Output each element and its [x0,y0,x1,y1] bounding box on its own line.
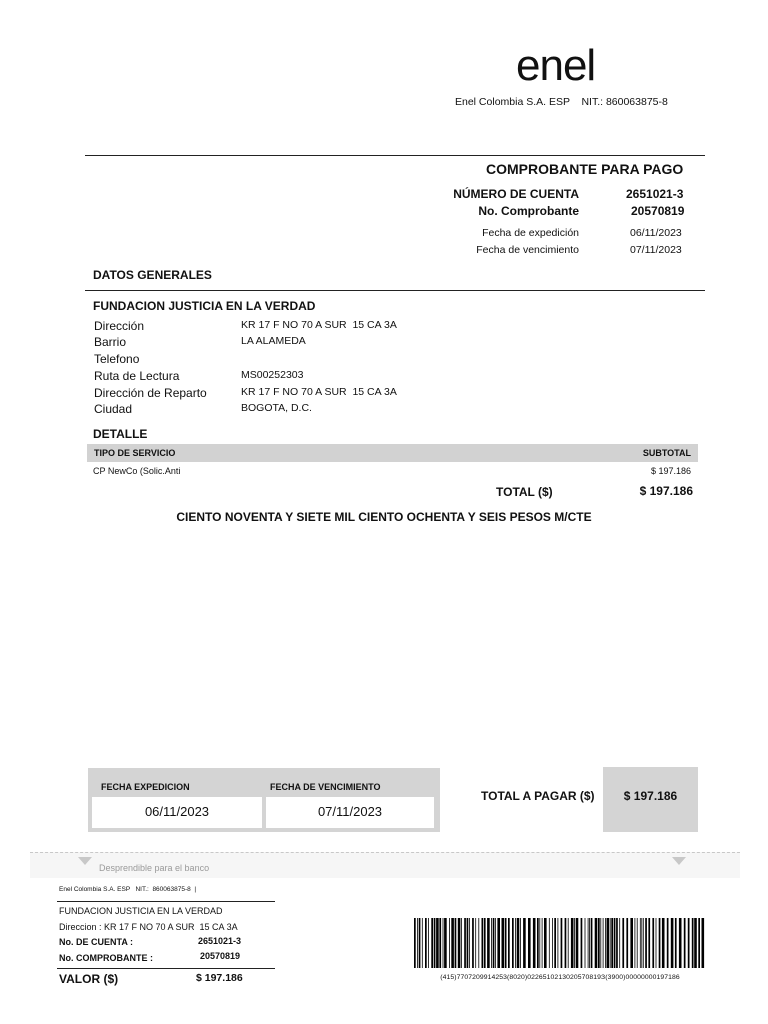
barcode-bar [694,918,697,968]
barcode-bar [640,918,641,968]
barcode-bar [520,918,521,968]
detail-section-title: DETALLE [93,427,148,441]
barcode-bar [605,918,606,968]
due-label: Fecha de vencimiento [476,244,579,256]
stub-voucher-label: No. COMPROBANTE : [59,953,153,963]
voucher-value: 20570819 [631,204,685,218]
barcode-bar [598,918,600,968]
barcode-bar [487,918,490,968]
issue-value: 06/11/2023 [630,227,682,239]
stub-account-value: 2651021-3 [198,936,242,946]
barcode-bar [542,918,543,968]
total-label: TOTAL ($) [496,485,553,499]
field-value: KR 17 F NO 70 A SUR 15 CA 3A [241,386,397,398]
stub-address: Direccion : KR 17 F NO 70 A SUR 15 CA 3A [59,922,238,932]
tear-arrow-icon [672,857,686,865]
barcode-bar [591,918,593,968]
barcode-bar [637,918,638,968]
payment-dates-box [88,768,440,832]
barcode-bar [619,918,620,968]
barcode-bar [552,918,553,968]
barcode-bar [656,918,657,968]
barcode-bar [528,918,531,968]
tear-line [30,852,740,853]
barcode-bar [659,918,661,968]
barcode-bar [585,918,586,968]
barcode-bar [482,918,484,968]
barcode-bar [611,918,613,968]
barcode-bar [544,918,547,968]
barcode-bar [523,918,526,968]
stub-value-label: VALOR ($) [59,972,119,986]
barcode-bar [635,918,636,968]
barcode-bar [469,918,470,968]
barcode-bar [614,918,616,968]
issue-label: Fecha de expedición [482,227,579,239]
barcode-bar [493,918,495,968]
stub-account-label: No. DE CUENTA : [59,937,133,947]
barcode-bar [679,918,682,968]
barcode-bar [461,918,462,968]
total-to-pay-box [603,767,698,832]
barcode-bar [549,918,550,968]
barcode-bar [467,918,469,968]
barcode-bar [436,918,439,968]
field-value: LA ALAMEDA [241,335,306,347]
barcode-bar [458,918,461,968]
stub-voucher-value: 20570819 [200,951,241,961]
barcode-bar [698,918,700,968]
barcode-bar [444,918,447,968]
barcode-bar [512,918,514,968]
barcode-bar [439,918,441,968]
barcode-bar [667,918,669,968]
barcode-bar [508,918,510,968]
barcode-bar [662,918,665,968]
svg-text:enel: enel [516,41,596,88]
barcode-bar [568,918,569,968]
barcode-bar [688,918,690,968]
barcode-bar [630,918,633,968]
barcode-bar [622,918,624,968]
barcode-bar [603,918,604,968]
barcode-bar [425,918,427,968]
barcode-bar [671,918,674,968]
pay-issue-value: 06/11/2023 [92,797,262,828]
barcode-bar [428,918,429,968]
barcode-bar [589,918,590,968]
amount-in-words: CIENTO NOVENTA Y SIETE MIL CIENTO OCHENTA Y SEIS PESOS M/CTE [176,510,592,524]
barcode-bar [648,918,650,968]
total-to-pay-value: $ 197.186 [623,789,678,803]
barcode-bar [464,918,466,968]
customer-name: FUNDACION JUSTICIA EN LA VERDAD [93,299,316,313]
tear-text: Desprendible para el banco [99,863,210,873]
account-value: 2651021-3 [626,187,684,201]
service-name: CP NewCo (Solic.Anti [93,466,181,476]
barcode-bar [484,918,486,968]
barcode-bar [645,918,647,968]
barcode-bar [515,918,516,968]
barcode-bar [581,918,583,968]
stub-value-amount: $ 197.186 [196,972,243,984]
barcode-bar [641,918,642,968]
barcode-bar [491,918,492,968]
pay-issue-label: FECHA EXPEDICION [101,782,190,792]
col-service-header: TIPO DE SERVICIO [94,448,176,458]
due-value: 07/11/2023 [630,244,682,256]
field-label: Dirección de Reparto [94,386,207,400]
barcode-bar [574,918,575,968]
barcode-bar [675,918,677,968]
barcode-bar [417,918,418,968]
barcode-bar [571,918,574,968]
barcode-bar [607,918,610,968]
barcode-bar [497,918,500,968]
barcode-bar [565,918,567,968]
field-label: Telefono [94,352,140,366]
barcode-bar [455,918,457,968]
barcode-bar [684,918,686,968]
stub-customer-name: FUNDACION JUSTICIA EN LA VERDAD [59,906,223,916]
barcode-bar [702,918,705,968]
field-label: Barrio [94,335,127,349]
barcode-bar [554,918,556,968]
stub-rule-bottom [57,968,275,969]
field-label: Ciudad [94,402,133,416]
barcode-text: (415)7707209914253(8020)0226510213020570819З(3900)00000000197186 [440,974,680,981]
field-label: Dirección [94,319,145,333]
barcode-bar [431,918,433,968]
barcode-bar [517,918,520,968]
voucher-label: No. Comprobante [478,204,579,218]
account-label: NÚMERO DE CUENTA [453,187,579,201]
barcode-bar [419,918,421,968]
barcode-bar [537,918,539,968]
receipt-title: COMPROBANTE PARA PAGO [486,161,684,177]
barcode-bar [588,918,589,968]
company-line: Enel Colombia S.A. ESP NIT.: 860063875-8 [455,96,668,108]
barcode-bar [478,918,479,968]
general-rule [85,290,705,291]
service-subtotal: $ 197.186 [650,466,691,476]
barcode-bar [443,918,444,968]
col-subtotal-header: SUBTOTAL [642,448,691,458]
barcode-bar [576,918,579,968]
barcode-bar [414,918,416,968]
pay-due-value: 07/11/2023 [266,797,434,828]
barcode-bar [475,918,476,968]
stub-rule-top [57,901,275,902]
barcode-bar [505,918,507,968]
barcode-bar [610,918,611,968]
barcode-bar [595,918,598,968]
top-rule [85,155,705,156]
barcode-bar [451,918,454,968]
barcode-bar [434,918,436,968]
total-to-pay-label: TOTAL A PAGAR ($) [481,789,595,803]
barcode-bar [652,918,654,968]
barcode-bar [533,918,536,968]
barcode-bar [422,918,423,968]
general-section-title: DATOS GENERALES [93,268,212,282]
barcode-bar [616,918,618,968]
stub-company-line: Enel Colombia S.A. ESP NIT.: 860063875-8 | [59,886,197,893]
pay-due-label: FECHA DE VENCIMIENTO [270,782,381,792]
barcode-bar [626,918,628,968]
barcode-bar [495,918,496,968]
field-value: BOGOTA, D.C. [241,402,312,414]
field-value: MS00252303 [241,369,304,381]
barcode-bar [472,918,474,968]
field-label: Ruta de Lectura [94,369,180,383]
barcode-bar [600,918,601,968]
barcode-bar [558,918,559,968]
enel-logo [514,40,624,88]
tear-arrow-icon [78,857,92,865]
barcode-bar [643,918,644,968]
barcode-bar [692,918,694,968]
barcode [414,918,706,968]
total-value: $ 197.186 [639,484,693,498]
barcode-bar [502,918,505,968]
barcode-bar [561,918,563,968]
barcode-bar [449,918,450,968]
barcode-bar [539,918,540,968]
field-value: KR 17 F NO 70 A SUR 15 CA 3A [241,319,397,331]
